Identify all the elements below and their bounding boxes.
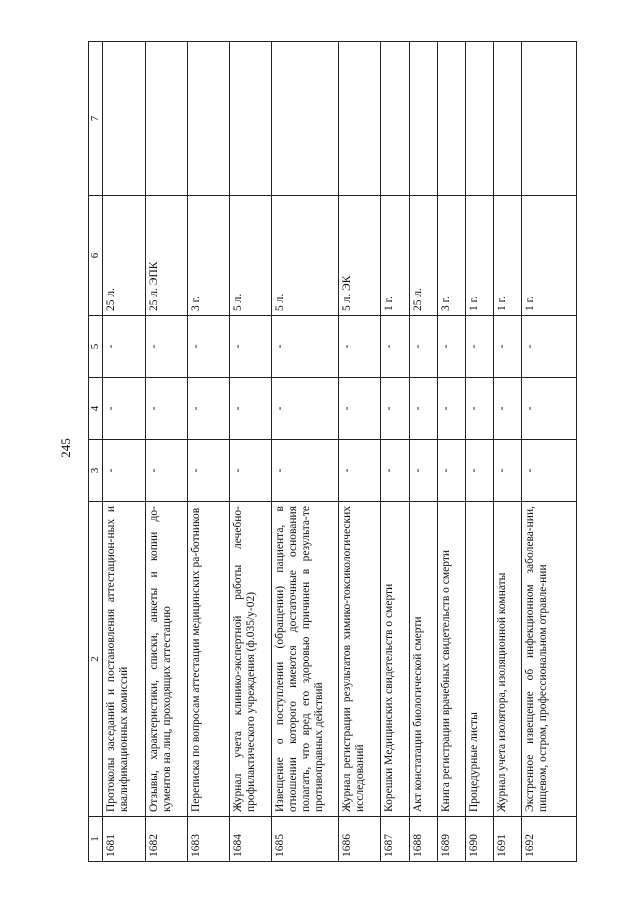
column-header-7: 7 [89,42,103,196]
column-3-value: - [103,440,146,502]
table-row [494,42,522,862]
retention-term: 5 л. ЭК [339,196,381,316]
notes-cell [466,42,494,196]
column-4-value: - [230,378,272,440]
column-5-value: - [188,316,230,378]
document-title: Процедурные листы [466,502,494,817]
column-3-value: - [230,440,272,502]
table-row [188,42,230,862]
table-row [381,42,410,862]
column-3-value: - [146,440,188,502]
column-4-value: - [188,378,230,440]
column-4-value: - [466,378,494,440]
retention-term: 1 г. [522,196,577,316]
column-header-2: 2 [89,502,103,817]
notes-cell [188,42,230,196]
article-number: 1681 [103,817,146,862]
document-title: Книга регистрации врачебных свидетельств о смерти [438,502,466,817]
retention-term: 5 л. [230,196,272,316]
column-header-4: 4 [89,378,103,440]
table-row [103,42,146,862]
column-5-value: - [103,316,146,378]
column-3-value: - [188,440,230,502]
retention-term: 1 г. [494,196,522,316]
table-row [146,42,188,862]
notes-cell [103,42,146,196]
retention-term: 25 л. [410,196,438,316]
column-5-value: - [146,316,188,378]
article-number: 1691 [494,817,522,862]
article-number: 1688 [410,817,438,862]
column-4-value: - [146,378,188,440]
document-title: Журнал учета изолятора, изоляционной комнаты [494,502,522,817]
document-title: Экстренное извещение об инфекционном заболева-нии, пищевом, остром, профессиональном отравле-нии [522,502,577,817]
table-row [272,42,339,862]
document-title: Журнал учета клинико-экспертной работы лечебно-профилактического учреждения (ф.035/у-02) [230,502,272,817]
column-5-value: - [339,316,381,378]
notes-cell [522,42,577,196]
records-retention-table [88,41,577,862]
retention-term: 1 г. [466,196,494,316]
article-number: 1689 [438,817,466,862]
table-row [466,42,494,862]
column-4-value: - [410,378,438,440]
column-4-value: - [339,378,381,440]
column-3-value: - [339,440,381,502]
table-row [410,42,438,862]
document-title: Протоколы заседаний и постановления аттестацион-ных и квалификационных комиссий [103,502,146,817]
article-number: 1683 [188,817,230,862]
retention-term: 25 л. [103,196,146,316]
table-row [438,42,466,862]
article-number: 1685 [272,817,339,862]
document-title: Журнал регистрации результатов химико-токсикологических исследований [339,502,381,817]
retention-term: 3 г. [188,196,230,316]
table-row [230,42,272,862]
notes-cell [230,42,272,196]
column-4-value: - [103,378,146,440]
column-3-value: - [272,440,339,502]
column-4-value: - [522,378,577,440]
column-3-value: - [522,440,577,502]
column-5-value: - [272,316,339,378]
column-header-5: 5 [89,316,103,378]
table-row [339,42,381,862]
retention-term: 1 г. [381,196,410,316]
article-number: 1684 [230,817,272,862]
notes-cell [339,42,381,196]
retention-term: 25 л. ЭПК [146,196,188,316]
page-number: 245 [58,438,73,458]
column-5-value: - [438,316,466,378]
retention-term: 5 л. [272,196,339,316]
column-4-value: - [494,378,522,440]
article-number: 1690 [466,817,494,862]
document-title: Акт констатации биологической смерти [410,502,438,817]
notes-cell [272,42,339,196]
column-5-value: - [494,316,522,378]
notes-cell [381,42,410,196]
article-number: 1686 [339,817,381,862]
column-header-3: 3 [89,440,103,502]
article-number: 1682 [146,817,188,862]
column-5-value: - [522,316,577,378]
column-3-value: - [438,440,466,502]
column-4-value: - [272,378,339,440]
column-number-row [89,42,103,862]
document-title: Переписка по вопросам аттестации медицинских ра-ботников [188,502,230,817]
notes-cell [146,42,188,196]
column-4-value: - [381,378,410,440]
column-5-value: - [410,316,438,378]
document-title: Корешки Медицинских свидетельств о смерти [381,502,410,817]
column-5-value: - [230,316,272,378]
column-5-value: - [466,316,494,378]
column-3-value: - [466,440,494,502]
article-number: 1687 [381,817,410,862]
notes-cell [494,42,522,196]
column-4-value: - [438,378,466,440]
notes-cell [410,42,438,196]
column-header-6: 6 [89,196,103,316]
notes-cell [438,42,466,196]
rotated-document-page [54,42,586,862]
column-3-value: - [381,440,410,502]
table-row [522,42,577,862]
column-header-1: 1 [89,817,103,862]
article-number: 1692 [522,817,577,862]
column-3-value: - [410,440,438,502]
column-3-value: - [494,440,522,502]
retention-term: 3 г. [438,196,466,316]
column-5-value: - [381,316,410,378]
document-title: Извещение о поступлении (обращении) пациента, в отношении которого имеются достаточные основания полагать, что вред его здоровью причинен в результа-те противоправных действий [272,502,339,817]
document-title: Отзывы, характеристики, списки, анкеты и копии до-кументов на лиц, проходящих аттестацию [146,502,188,817]
